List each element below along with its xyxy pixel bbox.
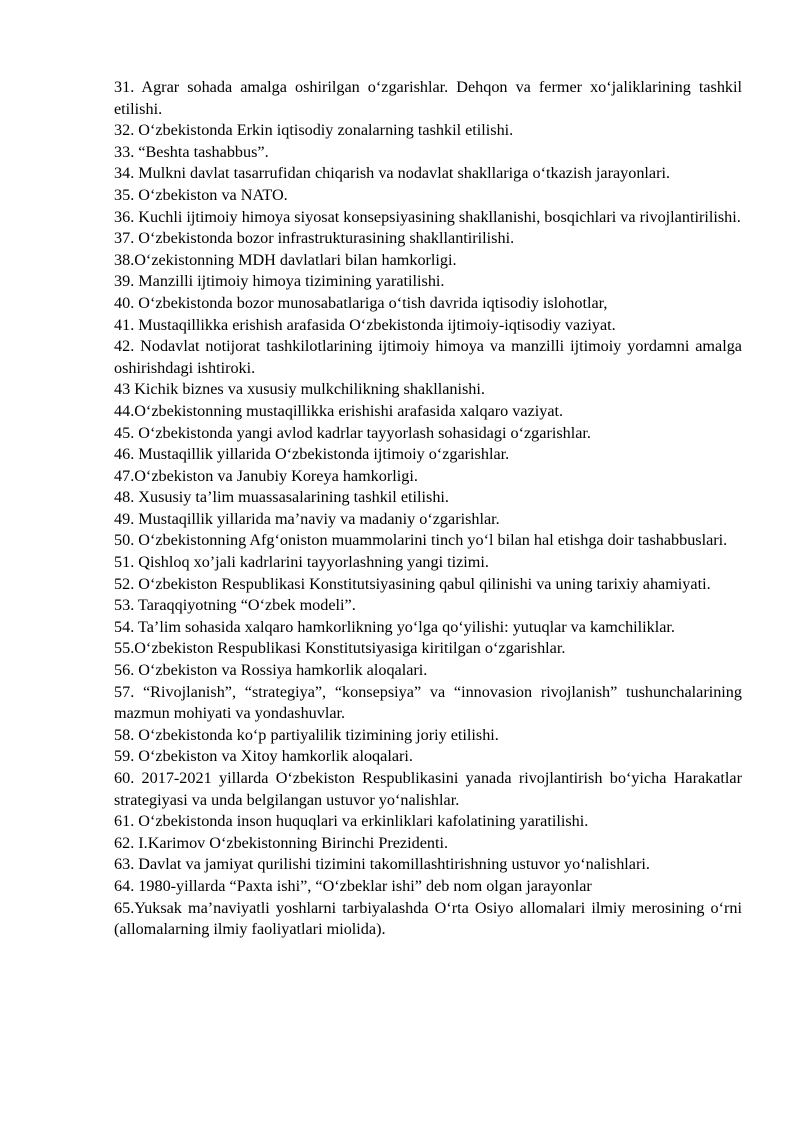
list-item-55: 55.O‘zbekiston Respublikasi Konstitutsiyasiga kiritilgan o‘zgarishlar.	[114, 639, 566, 658]
list-item-37: 37. O‘zbekistonda bozor infrastrukturasining shakllantirilishi.	[114, 229, 515, 248]
list-item-63: 63. Davlat va jamiyat qurilishi tizimini takomillashtirishning ustuvor yo‘nalishlari.	[114, 855, 650, 874]
list-item-60: 60. 2017-2021 yillarda O‘zbekiston Respublikasini yanada rivojlantirish bo‘yicha Harakatlar strategiyasi va unda belgilangan ustuvor yo‘nalishlar.	[114, 769, 742, 809]
topic-list	[114, 77, 742, 941]
list-item-64: 64. 1980-yillarda “Paxta ishi”, “O‘zbeklar ishi” deb nom olgan jarayonlar	[114, 876, 592, 895]
list-item-46: 46. Mustaqillik yillarida O‘zbekistonda ijtimoiy o‘zgarishlar.	[114, 445, 510, 464]
list-item-38: 38.O‘zekistonning MDH davlatlari bilan hamkorligi.	[114, 250, 457, 269]
list-item-53: 53. Taraqqiyotning “O‘zbek modeli”.	[114, 596, 356, 615]
list-item-34: 34. Mulkni davlat tasarrufidan chiqarish va nodavlat shakllariga o‘tkazish jarayonlari.	[114, 164, 671, 183]
list-item-39: 39. Manzilli ijtimoiy himoya tizimining yaratilishi.	[114, 272, 445, 291]
list-item-49: 49. Mustaqillik yillarida ma’naviy va madaniy o‘zgarishlar.	[114, 509, 500, 528]
list-item-56: 56. O‘zbekiston va Rossiya hamkorlik aloqalari.	[114, 661, 428, 680]
list-item-31: 31. Agrar sohada amalga oshirilgan o‘zgarishlar. Dehqon va fermer xo‘jaliklarining tashkil etilishi.	[114, 78, 742, 118]
list-item-62: 62. I.Karimov O‘zbekistonning Birinchi Prezidenti.	[114, 833, 449, 852]
list-item-36: 36. Kuchli ijtimoiy himoya siyosat konsepsiyasining shakllanishi, bosqichlari va rivojlantirilishi.	[114, 207, 741, 226]
list-item-43: 43 Kichik biznes va xususiy mulkchilikning shakllanishi.	[114, 380, 485, 399]
list-item-41: 41. Mustaqillikka erishish arafasida O‘zbekistonda ijtimoiy-iqtisodiy vaziyat.	[114, 315, 616, 334]
list-item-54: 54. Ta’lim sohasida xalqaro hamkorlikning yo‘lga qo‘yilishi: yutuqlar va kamchiliklar.	[114, 617, 675, 636]
list-item-45: 45. O‘zbekistonda yangi avlod kadrlar tayyorlash sohasidagi o‘zgarishlar.	[114, 423, 591, 442]
list-item-57: 57. “Rivojlanish”, “strategiya”, “konsepsiya” va “innovasion rivojlanish” tushunchalarining mazmun mohiyati va yondashuvlar.	[114, 682, 742, 723]
list-item-44: 44.O‘zbekistonning mustaqillikka erishishi arafasida xalqaro vaziyat.	[114, 401, 564, 420]
list-item-58: 58. O‘zbekistonda ko‘p partiyalilik tizimining joriy etilishi.	[114, 725, 499, 744]
list-item-50: 50. O‘zbekistonning Afg‘oniston muammolarini tinch yo‘l bilan hal etishga doir tashabbuslari.	[114, 531, 728, 550]
list-item-48: 48. Xususiy ta’lim muassasalarining tashkil etilishi.	[114, 488, 449, 507]
list-item-35: 35. O‘zbekiston va NATO.	[114, 185, 288, 204]
list-item-51: 51. Qishloq xo’jali kadrlarini tayyorlashning yangi tizimi.	[114, 553, 489, 572]
list-item-47: 47.O‘zbekiston va Janubiy Koreya hamkorligi.	[114, 466, 418, 485]
list-item-59: 59. O‘zbekiston va Xitoy hamkorlik aloqalari.	[114, 747, 413, 766]
list-item-42: 42. Nodavlat notijorat tashkilotlarining ijtimoiy himoya va manzilli ijtimoiy yordamni amalga oshirishdagi ishtiroki.	[114, 337, 742, 377]
list-item-33: 33. “Beshta tashabbus”.	[114, 142, 269, 161]
list-item-61: 61. O‘zbekistonda inson huquqlari va erkinliklari kafolatining yaratilishi.	[114, 812, 589, 831]
list-item-52: 52. O‘zbekiston Respublikasi Konstitutsiyasining qabul qilinishi va uning tarixiy ahamiyati.	[114, 574, 711, 593]
list-item-32: 32. O‘zbekistonda Erkin iqtisodiy zonalarning tashkil etilishi.	[114, 121, 514, 140]
list-item-65: 65.Yuksak ma’naviyatli yoshlarni tarbiyalashda O‘rta Osiyo allomalari ilmiy merosining o‘rni (allomalarning ilmiy faoliyatlari miolida).	[114, 898, 742, 939]
list-item-40: 40. O‘zbekistonda bozor munosabatlariga o‘tish davrida iqtisodiy islohotlar,	[114, 293, 608, 312]
